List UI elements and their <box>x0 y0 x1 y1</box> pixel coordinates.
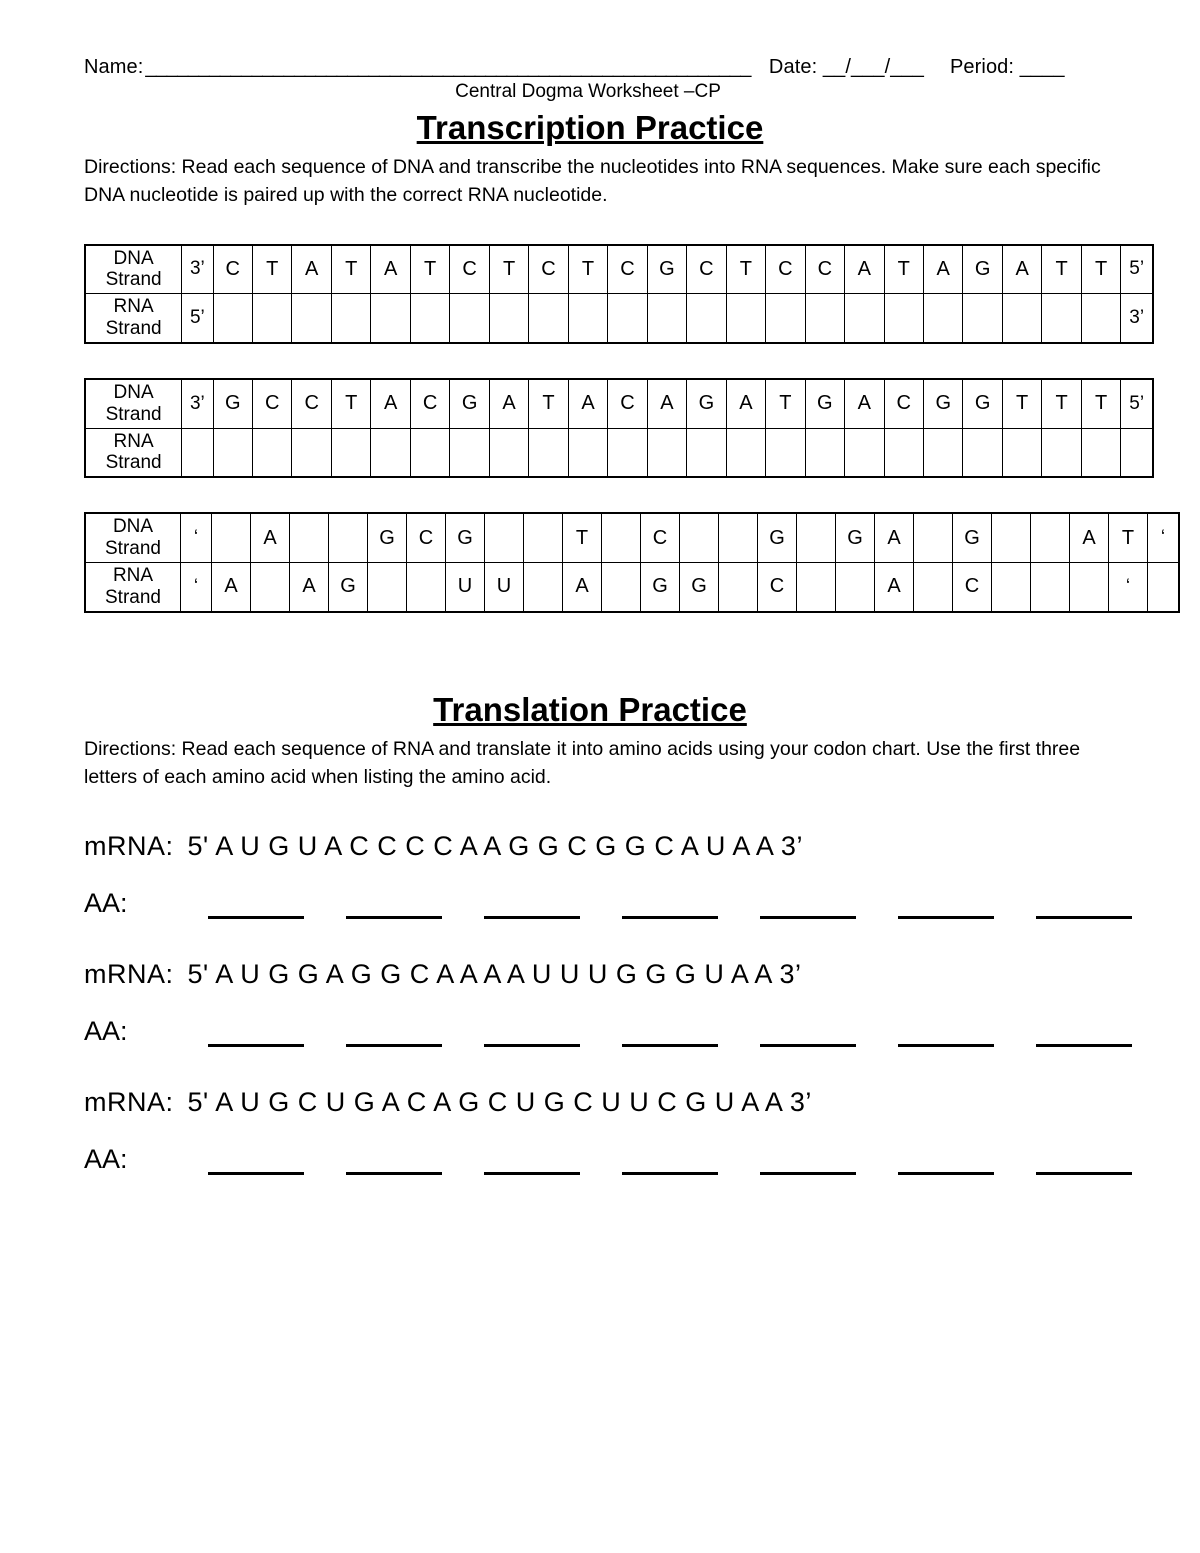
dna-strand-row-cell: T <box>331 245 370 294</box>
dna-strand-row-cell: A <box>1002 245 1041 294</box>
aa-answer-blank[interactable] <box>622 894 718 919</box>
dna-strand-row-cell[interactable] <box>992 513 1031 562</box>
rna-strand-row-cell[interactable] <box>529 428 568 477</box>
aa-answer-blank[interactable] <box>484 1022 580 1047</box>
transcription-table-1 <box>84 244 1154 344</box>
rna-strand-row-cell[interactable] <box>253 428 292 477</box>
dna-strand-row-cell: T <box>489 245 528 294</box>
name-blank-rule: _________________________________________________________ <box>145 56 751 78</box>
three-prime-marker: 3’ <box>780 831 803 862</box>
dna-strand-row-cell: A <box>371 379 410 428</box>
aa-answer-blank[interactable] <box>898 894 994 919</box>
rna-strand-row-label: RNA Strand <box>85 428 182 477</box>
amino-acid-answer-row <box>84 1016 1132 1047</box>
dna-strand-row-end-mark: ‘ <box>1148 513 1180 562</box>
rna-strand-row-cell[interactable] <box>450 428 489 477</box>
dna-strand-row-cell: T <box>1081 245 1120 294</box>
rna-strand-row-cell[interactable] <box>963 294 1002 343</box>
rna-strand-row-cell[interactable] <box>331 428 370 477</box>
aa-blank-group <box>208 1022 1132 1047</box>
rna-strand-row-cell[interactable] <box>719 562 758 611</box>
rna-strand-row-cell[interactable] <box>914 562 953 611</box>
rna-strand-row-cell[interactable] <box>1042 428 1081 477</box>
dna-strand-row-cell[interactable] <box>524 513 563 562</box>
translation-directions: Directions: Read each sequence of RNA and translate it into amino acids using your codon chart. Use the first three letters of each amino acid when listing the amino acid. <box>84 737 1081 788</box>
dna-strand-row-cell: A <box>923 245 962 294</box>
rna-strand-row-cell[interactable] <box>213 294 252 343</box>
rna-strand-row-cell[interactable] <box>647 428 686 477</box>
aa-answer-blank[interactable] <box>208 1022 304 1047</box>
dna-strand-row-cell: C <box>608 379 647 428</box>
dna-strand-row-cell: G <box>963 245 1002 294</box>
dna-strand-row-cell: C <box>884 379 923 428</box>
rna-strand-row-cell[interactable] <box>766 294 805 343</box>
aa-answer-blank[interactable] <box>484 1150 580 1175</box>
rna-strand-row-cell[interactable] <box>602 562 641 611</box>
rna-strand-row-cell[interactable] <box>1081 294 1120 343</box>
aa-answer-blank[interactable] <box>208 1150 304 1175</box>
rna-strand-row-cell[interactable] <box>371 428 410 477</box>
rna-strand-row-cell: U <box>485 562 524 611</box>
rna-strand-row-cell[interactable] <box>992 562 1031 611</box>
dna-strand-row-start-mark: 3’ <box>182 245 213 294</box>
dna-strand-row-label: DNA Strand <box>85 379 182 428</box>
rna-strand-row-cell[interactable] <box>410 294 449 343</box>
dna-strand-row-cell[interactable] <box>680 513 719 562</box>
dna-strand-row-cell[interactable] <box>485 513 524 562</box>
dna-strand-row-cell: C <box>766 245 805 294</box>
dna-strand-row-start-mark: 3’ <box>182 379 213 428</box>
rna-strand-row-cell: A <box>875 562 914 611</box>
rna-strand-row-cell[interactable] <box>568 428 607 477</box>
rna-strand-row-cell: G <box>641 562 680 611</box>
dna-strand-row-cell[interactable] <box>914 513 953 562</box>
dna-strand-row-cell: C <box>213 245 252 294</box>
dna-strand-row-cell: C <box>407 513 446 562</box>
dna-strand-row-cell: G <box>446 513 485 562</box>
dna-strand-row-cell: A <box>726 379 765 428</box>
mrna-sequence-row <box>84 1087 1132 1118</box>
dna-strand-row-cell: T <box>331 379 370 428</box>
aa-answer-blank[interactable] <box>208 894 304 919</box>
rna-strand-row-cell: C <box>953 562 992 611</box>
dna-strand-row-cell: C <box>608 245 647 294</box>
dna-strand-row-cell: C <box>292 379 331 428</box>
dna-strand-row <box>85 245 1153 294</box>
dna-strand-row-cell: A <box>845 379 884 428</box>
aa-blank-group <box>208 894 1132 919</box>
period-label: Period: ____ <box>949 56 1065 78</box>
aa-answer-blank[interactable] <box>484 894 580 919</box>
rna-strand-row-cell[interactable] <box>331 294 370 343</box>
dna-strand-row-cell: G <box>923 379 962 428</box>
rna-strand-row-start-mark: 5’ <box>182 294 213 343</box>
mrna-label: mRNA: <box>84 959 174 990</box>
rna-strand-row-end-mark: ‘ <box>1109 562 1148 611</box>
rna-strand-row-cell[interactable] <box>647 294 686 343</box>
name-label: Name: <box>84 56 144 78</box>
rna-strand-row <box>85 562 1179 611</box>
rna-strand-row-cell[interactable] <box>1081 428 1120 477</box>
dna-strand-row-cell: T <box>1042 245 1081 294</box>
rna-strand-row-start-mark <box>182 428 213 477</box>
rna-strand-row-cell: U <box>446 562 485 611</box>
rna-strand-row-cell[interactable] <box>836 562 875 611</box>
dna-strand-row-cell[interactable] <box>719 513 758 562</box>
dna-strand-row-cell: T <box>884 245 923 294</box>
dna-strand-row-cell: T <box>253 245 292 294</box>
dna-strand-row-cell: G <box>805 379 844 428</box>
rna-strand-row-cell: A <box>212 562 251 611</box>
rna-strand-row-cell[interactable] <box>529 294 568 343</box>
translation-section-title: Translation Practice <box>433 690 747 728</box>
aa-answer-blank[interactable] <box>898 1022 994 1047</box>
rna-strand-row-cell[interactable] <box>292 294 331 343</box>
translation-problems <box>84 831 1132 1175</box>
rna-strand-row-cell[interactable] <box>923 294 962 343</box>
aa-answer-blank[interactable] <box>760 1022 856 1047</box>
five-prime-marker: 5' <box>179 1087 216 1118</box>
rna-strand-row-cell[interactable] <box>251 562 290 611</box>
date-label: Date: __/___/___ <box>768 56 924 78</box>
dna-strand-row-cell: T <box>1042 379 1081 428</box>
rna-strand-row-label: RNA Strand <box>85 562 181 611</box>
rna-strand-row-cell[interactable] <box>726 294 765 343</box>
rna-strand-row-start-mark: ‘ <box>181 562 212 611</box>
rna-strand-row-cell[interactable] <box>608 294 647 343</box>
rna-strand-row-end-mark <box>1121 428 1153 477</box>
rna-strand-row-cell[interactable] <box>292 428 331 477</box>
rna-strand-row-cell[interactable] <box>1070 562 1109 611</box>
rna-strand-row-cell[interactable] <box>524 562 563 611</box>
aa-blank-group <box>208 1150 1132 1175</box>
rna-strand-row-cell[interactable] <box>1031 562 1070 611</box>
rna-strand-row-cell[interactable] <box>1042 294 1081 343</box>
dna-strand-row-cell: G <box>647 245 686 294</box>
rna-strand-row-cell[interactable] <box>805 428 844 477</box>
rna-strand-row-cell[interactable] <box>845 428 884 477</box>
rna-strand-row-cell[interactable] <box>410 428 449 477</box>
dna-strand-row-cell: T <box>1002 379 1041 428</box>
rna-strand-row-cell[interactable] <box>687 294 726 343</box>
three-prime-marker: 3’ <box>779 959 802 990</box>
aa-answer-blank[interactable] <box>622 1022 718 1047</box>
dna-strand-row-cell: G <box>213 379 252 428</box>
rna-strand-row-cell[interactable] <box>568 294 607 343</box>
aa-answer-blank[interactable] <box>346 1150 442 1175</box>
five-prime-marker: 5' <box>179 959 216 990</box>
dna-strand-row-cell: T <box>410 245 449 294</box>
rna-strand-row-cell[interactable] <box>687 428 726 477</box>
transcription-table-2 <box>84 378 1154 478</box>
dna-strand-row-cell: A <box>292 245 331 294</box>
dna-strand-row-cell[interactable] <box>290 513 329 562</box>
rna-strand-row-cell[interactable] <box>884 428 923 477</box>
aa-answer-blank[interactable] <box>1036 1150 1132 1175</box>
rna-strand-row-cell[interactable] <box>253 294 292 343</box>
dna-strand-row-cell: G <box>687 379 726 428</box>
dna-strand-row-cell: T <box>568 245 607 294</box>
amino-acid-answer-row <box>84 888 1132 919</box>
rna-strand-row-cell[interactable] <box>489 428 528 477</box>
dna-strand-row-label: DNA Strand <box>85 513 181 562</box>
dna-strand-row <box>85 513 1179 562</box>
dna-strand-row-cell: T <box>1081 379 1120 428</box>
rna-strand-row-cell: G <box>329 562 368 611</box>
rna-strand-row-cell[interactable] <box>845 294 884 343</box>
dna-strand-row-start-mark: ‘ <box>181 513 212 562</box>
three-prime-marker: 3’ <box>789 1087 812 1118</box>
amino-acid-answer-row <box>84 1144 1132 1175</box>
dna-strand-row-cell: C <box>805 245 844 294</box>
rna-strand-row-cell[interactable] <box>1002 294 1041 343</box>
transcription-directions: Directions: Read each sequence of DNA and transcribe the nucleotides into RNA sequences. Make sure each specific DNA nucleotide is paired up with the correct RNA nucleotide. <box>84 156 1101 207</box>
dna-strand-row-cell: A <box>371 245 410 294</box>
rna-strand-row <box>85 294 1153 343</box>
worksheet-subtitle: Central Dogma Worksheet –CP <box>455 81 721 102</box>
rna-strand-row-cell[interactable] <box>489 294 528 343</box>
dna-strand-row-cell: A <box>251 513 290 562</box>
dna-strand-row-end-mark: 5’ <box>1121 245 1153 294</box>
aa-answer-blank[interactable] <box>1036 1022 1132 1047</box>
rna-strand-row <box>85 428 1153 477</box>
header-name-row <box>84 56 1132 79</box>
dna-strand-row-cell: T <box>1109 513 1148 562</box>
aa-answer-blank[interactable] <box>760 894 856 919</box>
rna-strand-row-cell: A <box>563 562 602 611</box>
rna-strand-row-cell[interactable] <box>884 294 923 343</box>
aa-answer-blank[interactable] <box>346 1022 442 1047</box>
aa-answer-blank[interactable] <box>1036 894 1132 919</box>
aa-answer-blank[interactable] <box>622 1150 718 1175</box>
dna-strand-row <box>85 379 1153 428</box>
dna-strand-row-cell: A <box>845 245 884 294</box>
dna-strand-row-cell: G <box>953 513 992 562</box>
mrna-sequence-row <box>84 959 1132 990</box>
rna-strand-row-cell[interactable] <box>608 428 647 477</box>
rna-strand-row-cell[interactable] <box>963 428 1002 477</box>
mrna-sequence: A U G U A C C C C A A G G C G G C A U A A <box>215 831 781 862</box>
dna-strand-row-cell: A <box>1070 513 1109 562</box>
dna-strand-row-cell: G <box>963 379 1002 428</box>
rna-strand-row-cell[interactable] <box>213 428 252 477</box>
mrna-sequence-row <box>84 831 1132 862</box>
dna-strand-row-cell: T <box>726 245 765 294</box>
dna-strand-row-end-mark: 5’ <box>1121 379 1153 428</box>
five-prime-marker: 5' <box>179 831 216 862</box>
rna-strand-row-cell[interactable] <box>450 294 489 343</box>
transcription-section-title: Transcription Practice <box>416 109 764 146</box>
dna-strand-row-cell: T <box>529 379 568 428</box>
aa-label: AA: <box>84 1016 128 1047</box>
dna-strand-row-cell[interactable] <box>1031 513 1070 562</box>
rna-strand-row-cell[interactable] <box>766 428 805 477</box>
dna-strand-row-cell[interactable] <box>329 513 368 562</box>
dna-strand-row-cell: G <box>368 513 407 562</box>
dna-strand-row-cell: C <box>529 245 568 294</box>
aa-label: AA: <box>84 888 128 919</box>
rna-strand-row-cell[interactable] <box>726 428 765 477</box>
dna-strand-row-cell: A <box>489 379 528 428</box>
dna-strand-row-cell: G <box>758 513 797 562</box>
rna-strand-row-cell[interactable] <box>407 562 446 611</box>
mrna-label: mRNA: <box>84 1087 174 1118</box>
dna-strand-row-cell: C <box>410 379 449 428</box>
dna-strand-row-cell: A <box>568 379 607 428</box>
aa-answer-blank[interactable] <box>346 894 442 919</box>
rna-strand-row-cell[interactable] <box>368 562 407 611</box>
rna-strand-row-label: RNA Strand <box>85 294 182 343</box>
rna-strand-row-cell: A <box>290 562 329 611</box>
rna-strand-row-cell[interactable] <box>805 294 844 343</box>
dna-strand-row-cell[interactable] <box>797 513 836 562</box>
aa-answer-blank[interactable] <box>898 1150 994 1175</box>
dna-strand-row-cell: T <box>766 379 805 428</box>
dna-strand-row-cell: C <box>687 245 726 294</box>
rna-strand-row-cell[interactable] <box>797 562 836 611</box>
rna-strand-row-cell[interactable] <box>371 294 410 343</box>
dna-strand-row-cell: G <box>836 513 875 562</box>
aa-label: AA: <box>84 1144 128 1175</box>
rna-strand-row-cell[interactable] <box>1002 428 1041 477</box>
dna-strand-row-cell[interactable] <box>212 513 251 562</box>
dna-strand-row-cell[interactable] <box>602 513 641 562</box>
rna-strand-row-cell: G <box>680 562 719 611</box>
dna-strand-row-cell: C <box>450 245 489 294</box>
mrna-label: mRNA: <box>84 831 174 862</box>
dna-strand-row-cell: T <box>563 513 602 562</box>
transcription-table-3 <box>84 512 1180 612</box>
dna-strand-row-cell: C <box>253 379 292 428</box>
rna-strand-row-cell[interactable] <box>923 428 962 477</box>
rna-strand-row-cell: C <box>758 562 797 611</box>
mrna-sequence: A U G C U G A C A G C U G C U U C G U A A <box>215 1087 790 1118</box>
aa-answer-blank[interactable] <box>760 1150 856 1175</box>
dna-strand-row-cell: C <box>641 513 680 562</box>
dna-strand-row-cell: A <box>875 513 914 562</box>
dna-strand-row-label: DNA Strand <box>85 245 182 294</box>
dna-strand-row-cell: A <box>647 379 686 428</box>
rna-strand-row-end-mark: 3’ <box>1121 294 1153 343</box>
dna-strand-row-cell: G <box>450 379 489 428</box>
mrna-sequence: A U G G A G G C A A A A U U U G G G U A A <box>215 959 780 990</box>
